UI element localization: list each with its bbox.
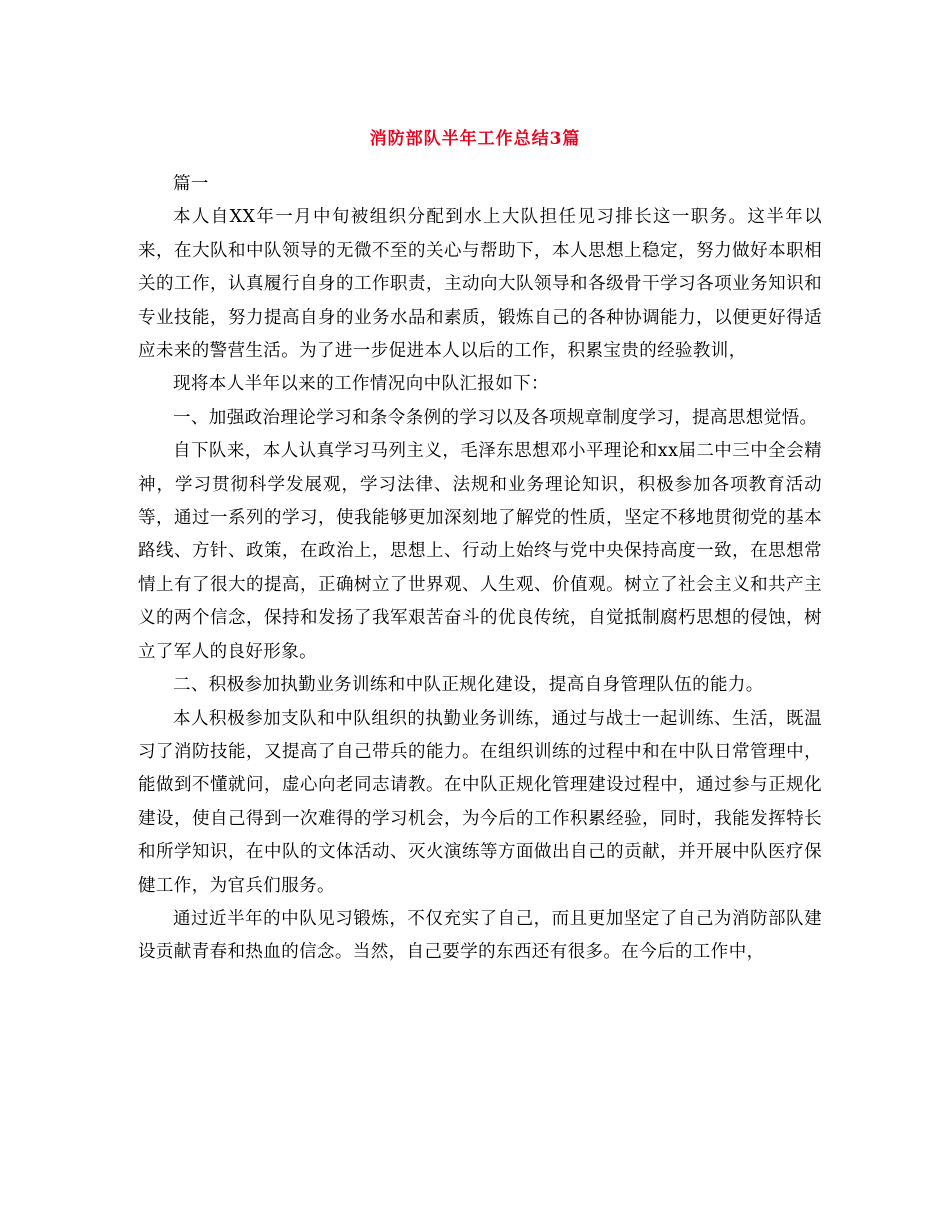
paragraph-heading-2: 二、积极参加执勤业务训练和中队正规化建设，提高自身管理队伍的能力。 — [173, 675, 764, 696]
paragraph-training: 本人积极参加支队和中队组织的执勤业务训练，通过与战士一起训练、生活，既温习了消防技能，又提高了自己带兵的能力。在组织训练的过程中和在中队日常管理中，能做到不懂就问，虚心向老同志请教。在中队正规化管理建设过程中，通过参与正规化建设，使自己得到一次难得的学习机会，为今后的工作积累经验，同时，我能发挥特长和所学知识，在中队的文体活动、灭火演练等方面做出自己的贡献，并开展中队医疗保健工作，为官兵们服务。 — [138, 708, 822, 896]
paragraph-section-label: 篇一 — [173, 174, 209, 194]
document-body — [138, 168, 822, 970]
paragraph-political-study: 自下队来，本人认真学习马列主义，毛泽东思想邓小平理论和xx届二中三中全会精神，学习贯彻科学发展观，学习法律、法规和业务理论知识，积极参加各项教育活动等，通过一系列的学习，使我能够更加深刻地了解党的性质，坚定不移地贯彻党的基本路线、方针、政策，在政治上，思想上、行动上始终与党中央保持高度一致，在思想常情上有了很大的提高，正确树立了世界观、人生观、价值观。树立了社会主义和共产主义的两个信念，保持和发扬了我军艰苦奋斗的优良传统，自觉抵制腐朽思想的侵蚀，树立了军人的良好形象。 — [138, 441, 822, 662]
paragraph-report-lead: 现将本人半年以来的工作情况向中队汇报如下： — [173, 374, 549, 395]
paragraph-conclusion: 通过近半年的中队见习锻炼，不仅充实了自己，而且更加坚定了自己为消防部队建设贡献青春和热血的信念。当然，自己要学的东西还有很多。在今后的工作中， — [138, 908, 822, 963]
paragraph-intro: 本人自XX年一月中旬被组织分配到水上大队担任见习排长这一职务。这半年以来，在大队和中队领导的无微不至的关心与帮助下，本人思想上稳定，努力做好本职相关的工作，认真履行自身的工作职责，主动向大队领导和各级骨干学习各项业务知识和专业技能，努力提高自身的业务水品和素质，锻炼自己的各种协调能力，以便更好得适应未来的警营生活。为了进一步促进本人以后的工作，积累宝贵的经验教训， — [138, 207, 822, 362]
document-title: 消防部队半年工作总结3篇 — [369, 129, 581, 149]
paragraph-heading-1: 一、加强政治理论学习和条令条例的学习以及各项规章制度学习，提高思想觉悟。 — [173, 407, 818, 428]
